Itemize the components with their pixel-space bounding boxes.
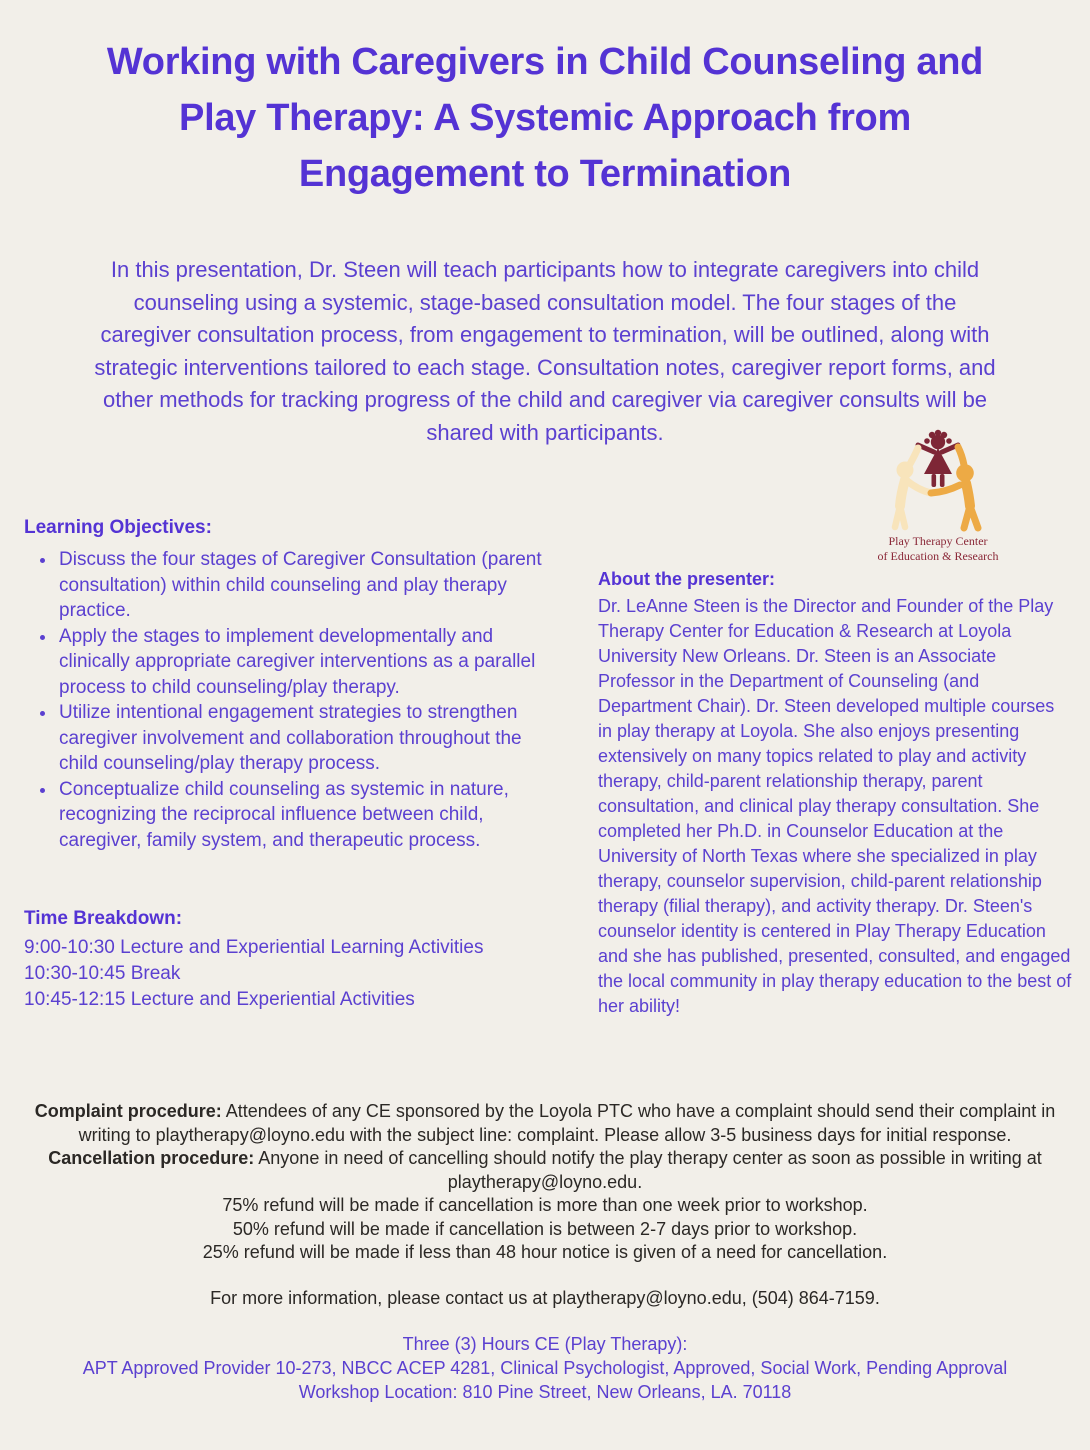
learning-objectives-section [24, 516, 572, 853]
logo-caption-line-1: Play Therapy Center [888, 534, 988, 548]
logo-caption [866, 534, 1010, 563]
contact-info: For more information, please contact us at playtherapy@loyno.edu, (504) 864-7159. [210, 1287, 880, 1308]
learning-objective-item: • Apply the stages to implement developmentally and clinically appropriate caregiver interventions as a parallel process to child counseling/play therapy. [57, 624, 549, 701]
time-breakdown-item: 10:45-12:15 Lecture and Experiential Activities [24, 989, 415, 1010]
policies-section [28, 1100, 1062, 1310]
time-breakdown-item: 10:30-10:45 Break [24, 963, 181, 984]
learning-objectives-list [24, 547, 572, 853]
learning-objective-item: • Utilize intentional engagement strategies to strengthen caregiver involvement and collaboration throughout the child counseling/play therapy process. [57, 700, 549, 777]
complaint-procedure-text: Attendees of any CE sponsored by the Loyola PTC who have a complaint should send their complaint in writing to playtherapy@loyno.edu with the subject line: complaint. Please allow 3-5 business days for initial response. [78, 1101, 1056, 1145]
learning-objective-item: • Discuss the four stages of Caregiver Consultation (parent consultation) within child counseling and play therapy practice. [57, 547, 549, 624]
time-breakdown-item: 9:00-10:30 Lecture and Experiential Learning Activities [24, 937, 484, 958]
workshop-description: In this presentation, Dr. Steen will teach participants how to integrate caregivers into child counseling using a systemic, stage-based consultation model. The four stages of the caregiver consultation process, from engagement to termination, will be outlined, along with strategic interventions tailored to each stage. Consultation notes, caregiver report forms, and other methods for tracking progress of the child and caregiver via caregiver consults will be shared with participants. [94, 257, 996, 445]
title-line-2: Play Therapy: A Systemic Approach from [179, 97, 911, 139]
footer-ce-hours: Three (3) Hours CE (Play Therapy): [402, 1334, 688, 1354]
cancellation-procedure-text: Anyone in need of cancelling should notify the play therapy center as soon as possible in writing at playtherapy@loyno.edu. [258, 1148, 1042, 1192]
children-and-adults-logo-icon [888, 428, 988, 532]
presenter-bio: Dr. LeAnne Steen is the Director and Founder of the Play Therapy Center for Education & Research at Loyola University New Orleans. Dr. Steen is an Associate Professor in the Department of Counseling (and Department Chair). Dr. Steen developed multiple courses in play therapy at Loyola. She also enjoys presenting extensively on many topics related to play and activity therapy, child-parent relationship therapy, parent consultation, and clinical play therapy consultation. She completed her Ph.D. in Counselor Education at the University of North Texas where she specialized in play therapy, counselor supervision, child-parent relationship therapy (filial therapy), and activity therapy. Dr. Steen's counselor identity is centered in Play Therapy Education and she has published, presented, consulted, and engaged the local community in play therapy education to the best of her ability! [598, 596, 1072, 1016]
time-breakdown-heading: Time Breakdown: [24, 908, 183, 929]
cancellation-procedure [28, 1147, 1062, 1194]
refund-line: 50% refund will be made if cancellation is between 2-7 days prior to workshop. [232, 1218, 858, 1239]
learning-objective-item: • Conceptualize child counseling as systemic in nature, recognizing the reciprocal influence between child, caregiver, family system, and therapeutic process. [57, 777, 549, 854]
learning-objectives-heading: Learning Objectives: [24, 517, 212, 538]
complaint-procedure [28, 1100, 1062, 1147]
refund-line: 25% refund will be made if less than 48 hour notice is given of a need for cancellation. [202, 1242, 888, 1262]
title-line-1: Working with Caregivers in Child Counseling and [106, 41, 984, 83]
time-breakdown-section [24, 907, 584, 1013]
presenter-heading: About the presenter: [598, 569, 776, 589]
title-line-3: Engagement to Termination [298, 153, 792, 195]
presenter-section [598, 567, 1072, 1019]
ce-credit-footer [30, 1332, 1060, 1404]
refund-line: 75% refund will be made if cancellation is more than one week prior to workshop. [222, 1195, 868, 1215]
play-therapy-center-logo [866, 428, 1010, 563]
complaint-procedure-label: Complaint procedure: [34, 1101, 222, 1121]
page-title [40, 34, 1050, 202]
cancellation-procedure-label: Cancellation procedure: [48, 1148, 255, 1168]
footer-approvals: APT Approved Provider 10-273, NBCC ACEP 4281, Clinical Psychologist, Approved, Social Work, Pending Approval [82, 1358, 1008, 1378]
footer-location: Workshop Location: 810 Pine Street, New Orleans, LA. 70118 [298, 1382, 792, 1402]
logo-caption-line-2: of Education & Research [877, 548, 999, 563]
